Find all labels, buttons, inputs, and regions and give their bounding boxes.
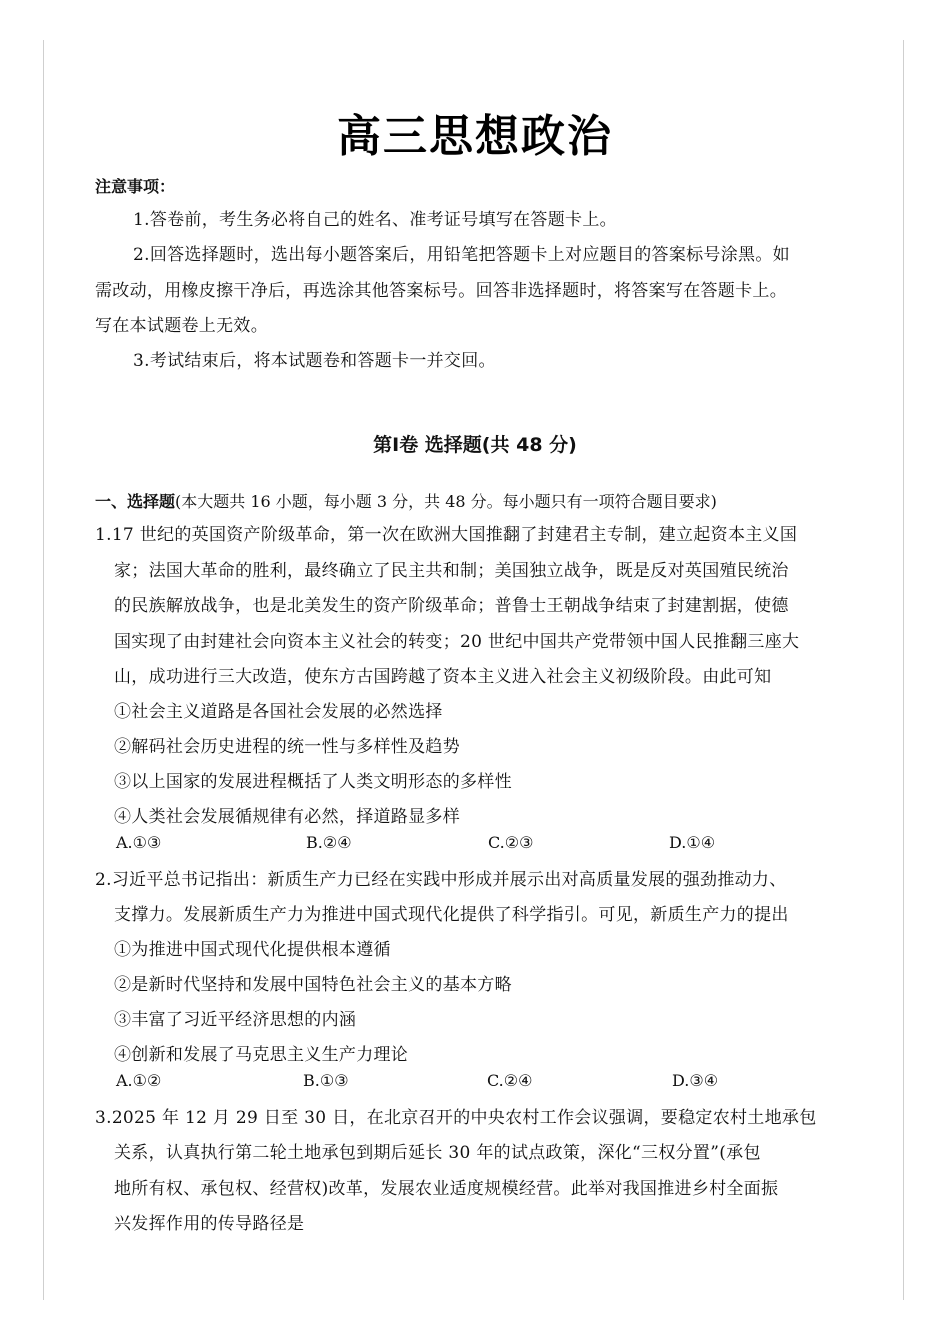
question-1-item: ④人类社会发展循规律有必然，择道路显多样 — [114, 807, 460, 827]
question-1-item: ①社会主义道路是各国社会发展的必然选择 — [114, 702, 443, 722]
question-1-line: 1.17 世纪的英国资产阶级革命，第一次在欧洲大国推翻了封建君主专制，建立起资本主义国 — [95, 525, 798, 545]
part-label: 一、选择题 — [95, 492, 176, 511]
notice-line: 3.考试结束后，将本试题卷和答题卡一并交回。 — [133, 351, 496, 371]
notice-line: 需改动，用橡皮擦干净后，再选涂其他答案标号。回答非选择题时，将答案写在答题卡上。 — [95, 281, 787, 301]
question-2-item: ②是新时代坚持和发展中国特色社会主义的基本方略 — [114, 975, 512, 995]
question-1-option-c: C.②③ — [488, 833, 534, 852]
section-title: 第Ⅰ卷 选择题(共 48 分) — [373, 434, 577, 456]
part-description: (本大题共 16 小题，每小题 3 分，共 48 分。每小题只有一项符合题目要求) — [175, 492, 717, 511]
question-3-line: 3.2025 年 12 月 29 日至 30 日，在北京召开的中央农村工作会议强调，要稳定农村土地承包 — [95, 1108, 817, 1128]
question-1-item: ②解码社会历史进程的统一性与多样性及趋势 — [114, 737, 460, 757]
page-title: 高三思想政治 — [337, 111, 613, 162]
left-margin-line — [43, 40, 44, 1300]
question-1-option-a: A.①③ — [116, 833, 162, 852]
notice-line: 2.回答选择题时，选出每小题答案后，用铅笔把答题卡上对应题目的答案标号涂黑。如 — [133, 245, 790, 265]
question-3-line: 地所有权、承包权、经营权)改革，发展农业适度规模经营。此举对我国推进乡村全面振 — [114, 1179, 779, 1199]
question-2-option-d: D.③④ — [672, 1071, 719, 1090]
question-2-item: ④创新和发展了马克思主义生产力理论 — [114, 1045, 409, 1065]
question-2-option-a: A.①② — [116, 1071, 162, 1090]
notice-line: 写在本试题卷上无效。 — [95, 316, 268, 336]
right-margin-line — [903, 40, 904, 1300]
question-1-item: ③以上国家的发展进程概括了人类文明形态的多样性 — [114, 772, 512, 792]
question-1-option-d: D.①④ — [669, 833, 716, 852]
question-1-line: 山，成功进行三大改造，使东方古国跨越了资本主义进入社会主义初级阶段。由此可知 — [114, 667, 772, 687]
question-3-line: 兴发挥作用的传导路径是 — [114, 1214, 305, 1234]
question-1-option-b: B.②④ — [306, 833, 352, 852]
notice-heading: 注意事项： — [95, 177, 176, 196]
question-2-line: 2.习近平总书记指出：新质生产力已经在实践中形成并展示出对高质量发展的强劲推动力、 — [95, 870, 787, 890]
question-3-line: 关系，认真执行第二轮土地承包到期后延长 30 年的试点政策，深化“三权分置”(承包 — [114, 1143, 761, 1163]
question-2-line: 支撑力。发展新质生产力为推进中国式现代化提供了科学指引。可见，新质生产力的提出 — [114, 905, 789, 925]
notice-line: 1.答卷前，考生务必将自己的姓名、准考证号填写在答题卡上。 — [133, 210, 617, 230]
question-2-item: ③丰富了习近平经济思想的内涵 — [114, 1010, 357, 1030]
question-2-option-b: B.①③ — [303, 1071, 349, 1090]
question-2-item: ①为推进中国式现代化提供根本遵循 — [114, 940, 391, 960]
question-1-line: 家；法国大革命的胜利，最终确立了民主共和制；美国独立战争，既是反对英国殖民统治 — [114, 561, 789, 581]
question-2-option-c: C.②④ — [487, 1071, 533, 1090]
part-heading — [95, 489, 717, 512]
question-1-line: 国实现了由封建社会向资本主义社会的转变；20 世纪中国共产党带领中国人民推翻三座大 — [114, 632, 800, 652]
question-1-line: 的民族解放战争，也是北美发生的资产阶级革命；普鲁士王朝战争结束了封建割据，使德 — [114, 596, 789, 616]
